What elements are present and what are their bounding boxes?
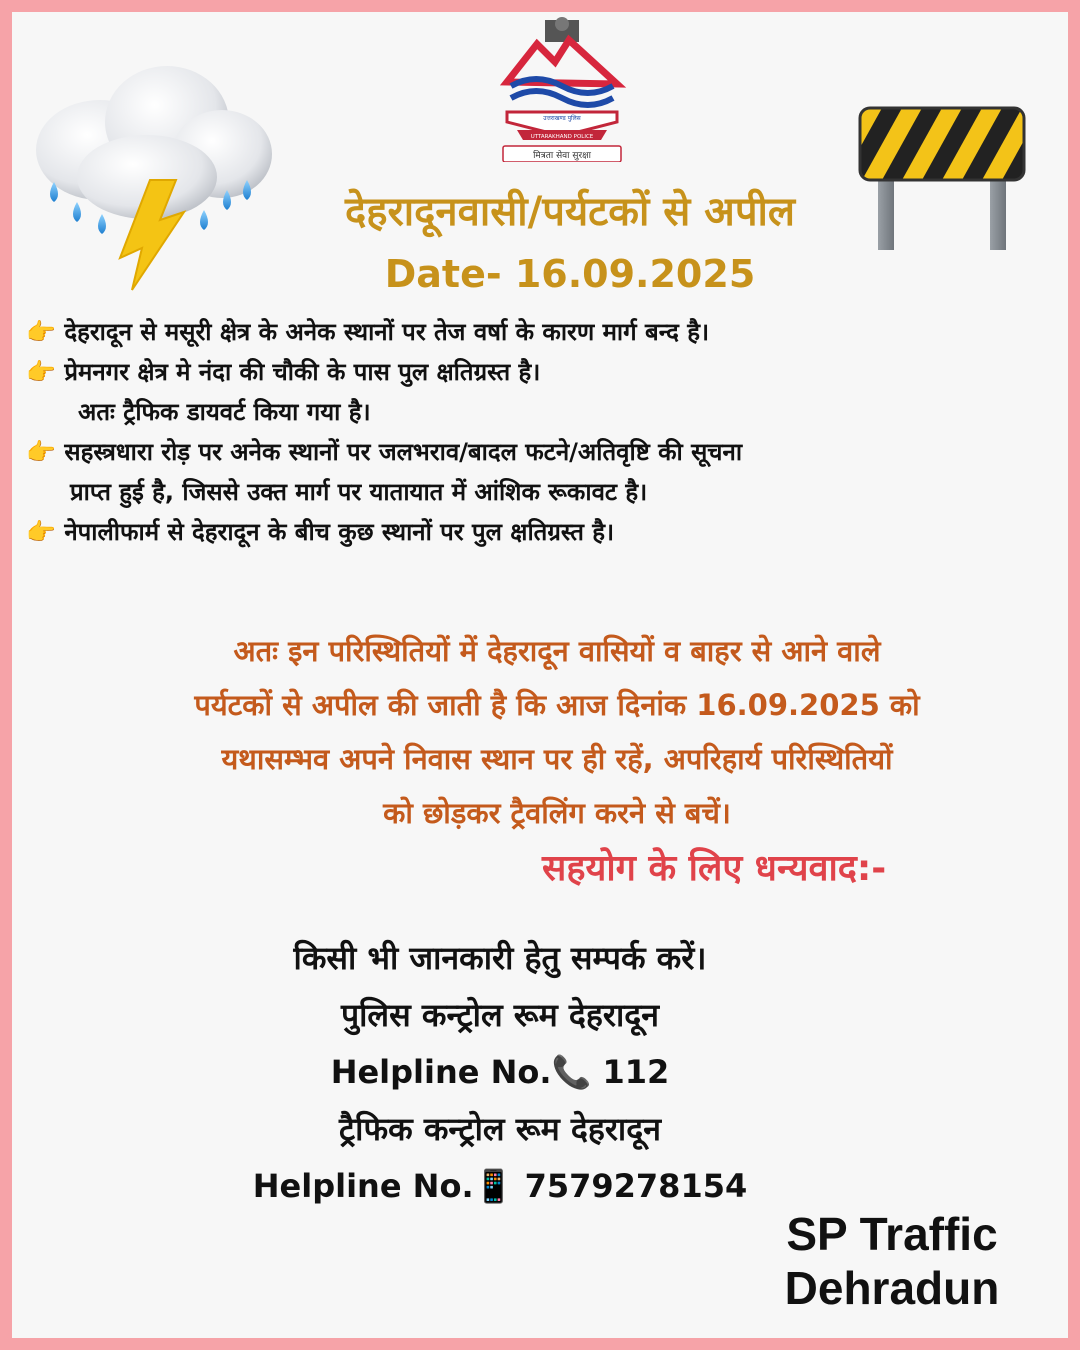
thanks-text: सहयोग के लिए धन्यवाद:- (542, 848, 887, 889)
notice-poster (12, 12, 1068, 1338)
svg-text:UTTARAKHAND POLICE: UTTARAKHAND POLICE (530, 134, 594, 140)
list-item-continuation: प्राप्त हुई है, जिससे उक्त मार्ग पर यातायात में आंशिक रूकावट है। (70, 478, 648, 506)
pointing-hand-icon: 👉 (26, 518, 56, 546)
list-item: 👉 सहस्त्रधारा रोड़ पर अनेक स्थानों पर जलभराव/बादल फटने/अतिवृष्टि की सूचना (26, 432, 1056, 472)
list-item: 👉 देहरादून से मसूरी क्षेत्र के अनेक स्थानों पर तेज वर्षा के कारण मार्ग बन्द है। (26, 312, 1056, 352)
police-control-room: पुलिस कन्ट्रोल रूम देहरादून (340, 996, 660, 1034)
pointing-hand-icon: 👉 (26, 318, 56, 346)
pointing-hand-icon: 👉 (26, 438, 56, 466)
traffic-helpline: Helpline No.📱 7579278154 (252, 1167, 748, 1205)
pointing-hand-icon: 👉 (26, 358, 56, 386)
traffic-control-room: ट्रैफिक कन्ट्रोल रूम देहरादून (339, 1110, 661, 1148)
bullet-list (26, 312, 1056, 552)
police-helpline: Helpline No.📞 112 (330, 1053, 670, 1091)
signature: SP Traffic Dehradun (784, 1208, 1000, 1314)
page-title: देहरादूनवासी/पर्यटकों से अपील (344, 189, 796, 235)
notice-date: Date- 16.09.2025 (384, 252, 756, 296)
police-emblem-logo (487, 12, 637, 162)
svg-text:मित्रता सेवा सुरक्षा: मित्रता सेवा सुरक्षा (533, 151, 591, 161)
phone-icon: 📞 (551, 1053, 592, 1091)
mobile-phone-icon: 📱 (473, 1167, 514, 1205)
contact-block (150, 930, 850, 1215)
list-item-continuation: अतः ट्रैफिक डायवर्ट किया गया है। (78, 398, 371, 426)
svg-text:उत्तराखण्ड पुलिस: उत्तराखण्ड पुलिस (543, 115, 581, 122)
appeal-paragraph: अतः इन परिस्थितियों में देहरादून वासियों व बाहर से आने वाले पर्यटकों से अपील की जाती है कि आज दिनांक 16.09.2025 को यथासम्भव अपने निवास स्थान पर ही रहें, अपरिहार्य परिस्थितियों को छोड़कर ट्रैवलिंग करने से बचें। (194, 634, 920, 830)
list-item: 👉 नेपालीफार्म से देहरादून के बीच कुछ स्थानों पर पुल क्षतिग्रस्त है। (26, 512, 1056, 552)
list-item: 👉 प्रेमनगर क्षेत्र मे नंदा की चौकी के पास पुल क्षतिग्रस्त है। (26, 352, 1056, 392)
contact-intro: किसी भी जानकारी हेतु सम्पर्क करें। (293, 939, 707, 977)
